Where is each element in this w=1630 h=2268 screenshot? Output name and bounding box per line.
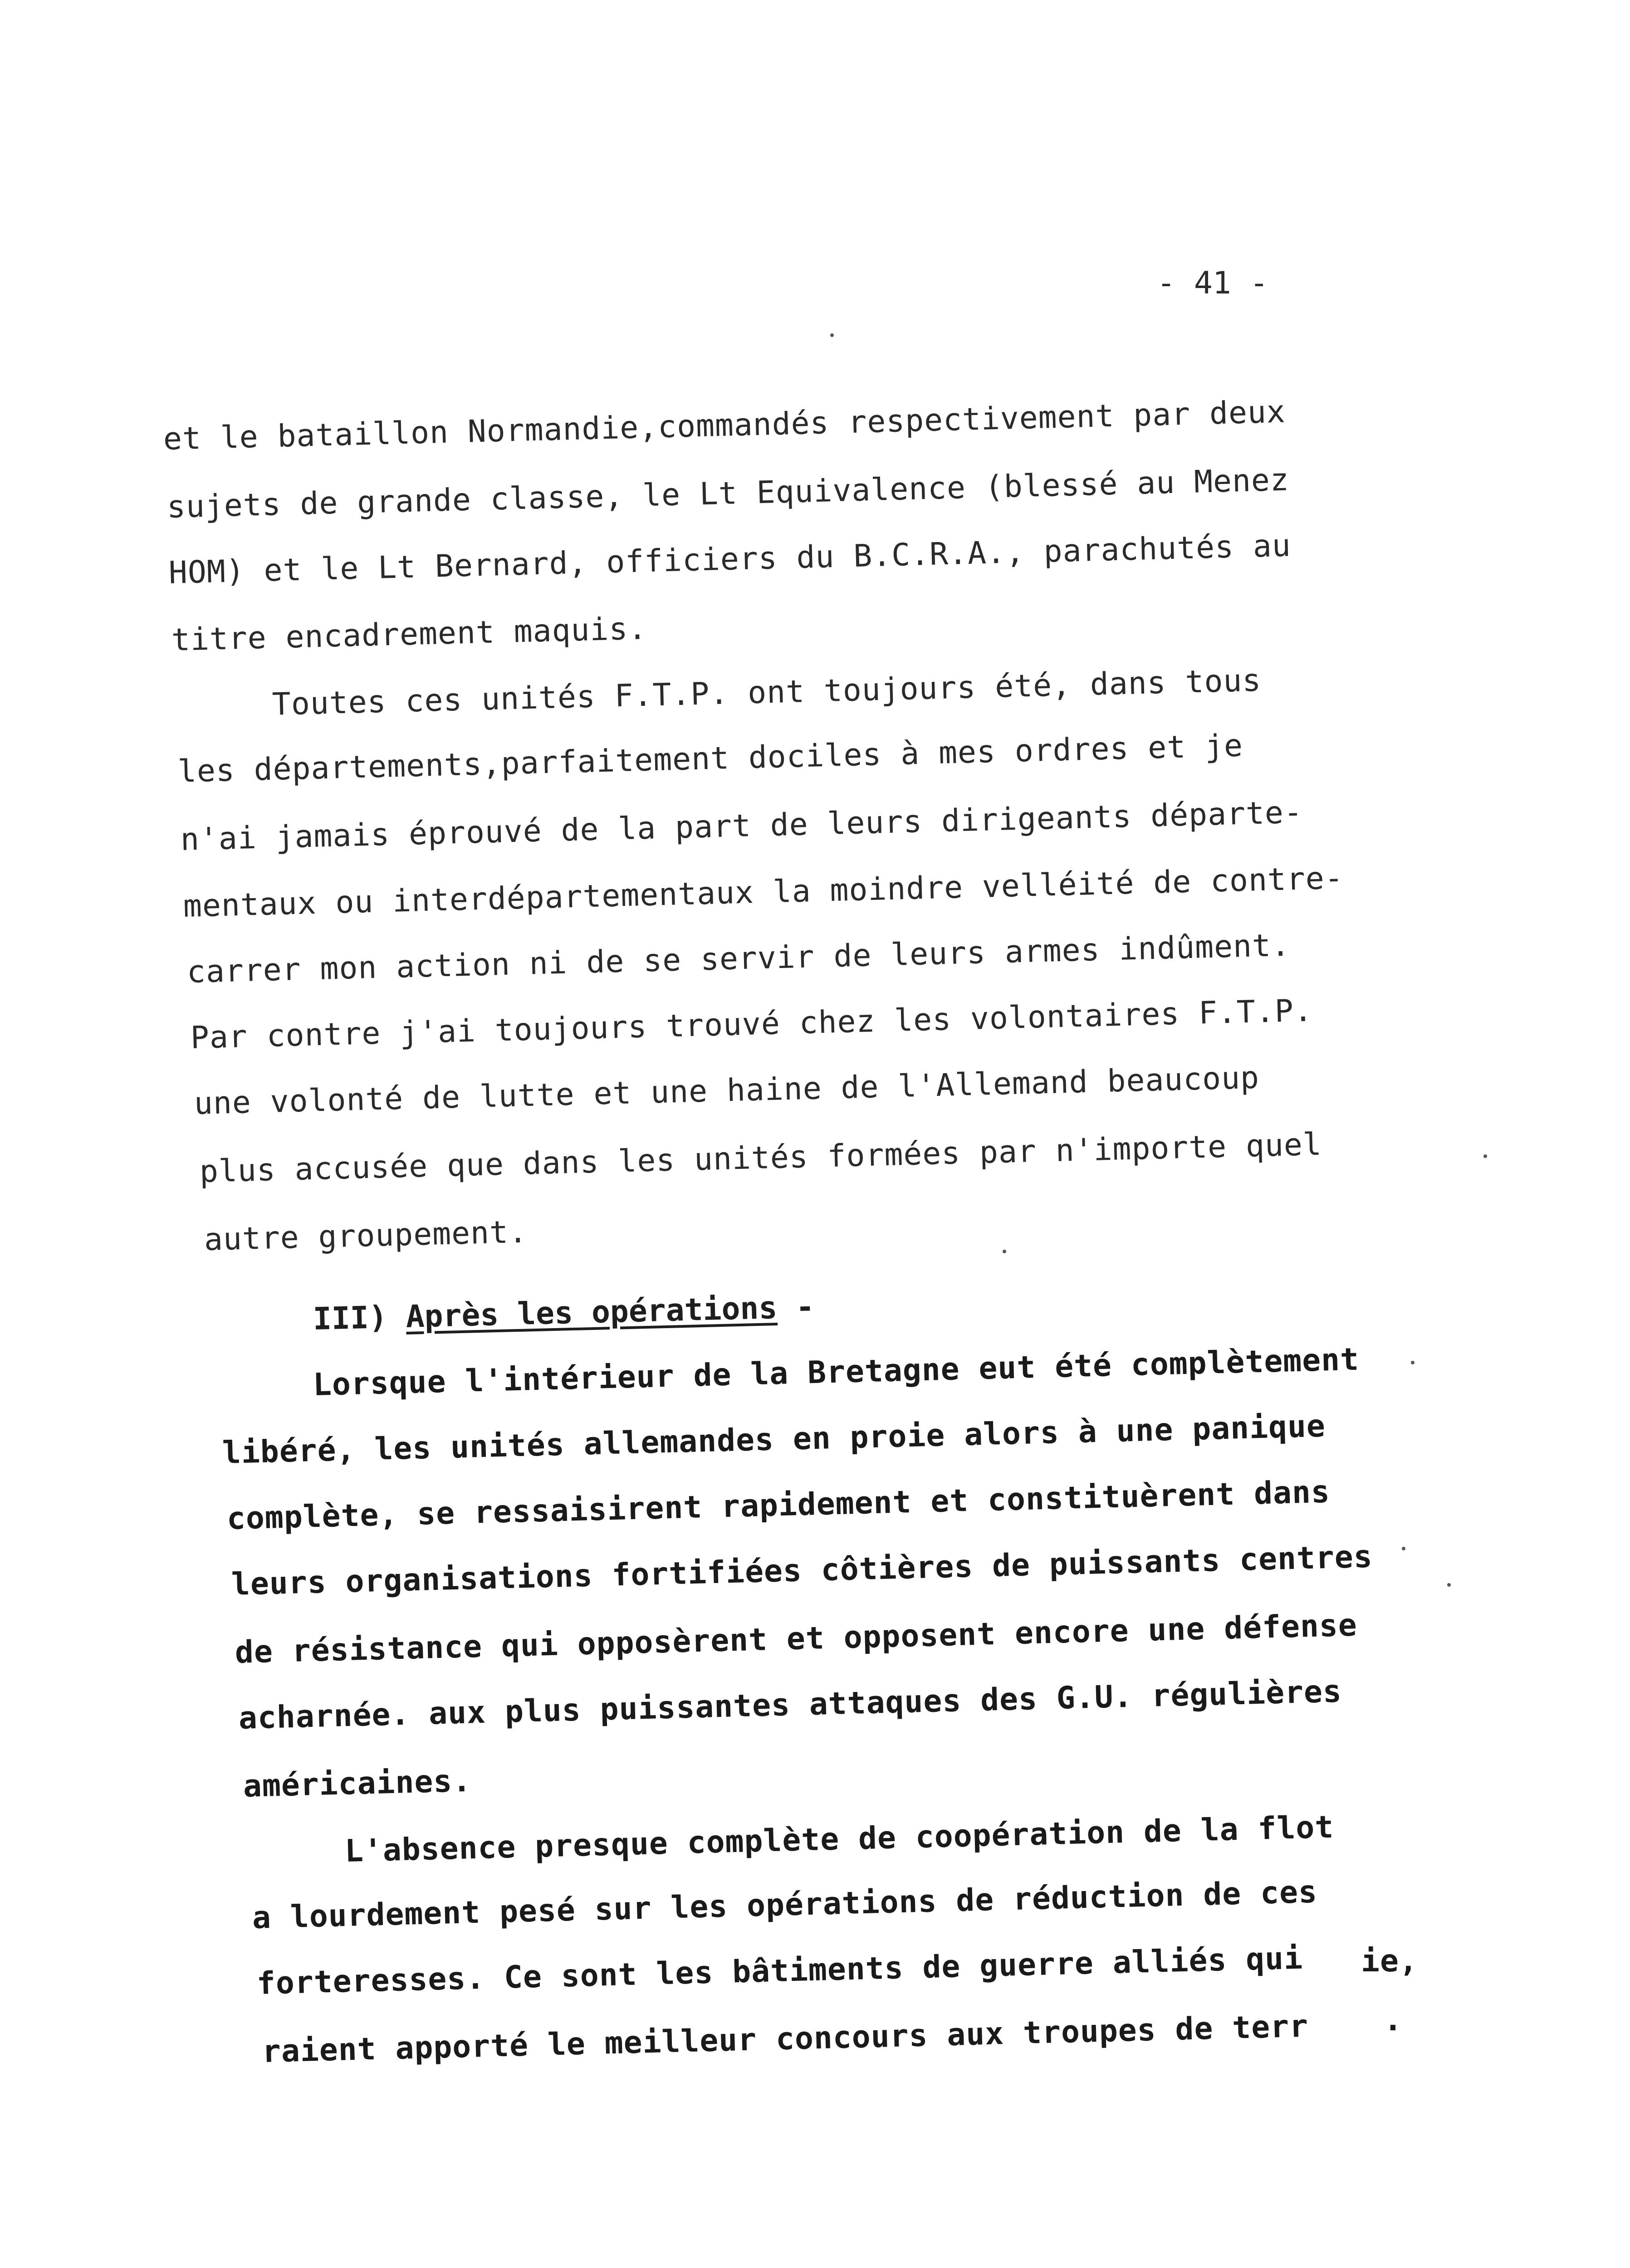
- section-heading: [313, 1289, 815, 1337]
- paragraph-4-line-1: L'absence presque complète de coopération de la flot: [344, 1809, 1335, 1869]
- paragraph-2-line-6: Par contre j'ai toujours trouvé chez les volontaires F.T.P.: [190, 992, 1313, 1056]
- paper-speck: [1483, 1154, 1487, 1158]
- page-number: - 41 -: [1157, 265, 1268, 301]
- paper-speck: [1003, 1250, 1006, 1253]
- paragraph-3-line-4: leurs organisations fortifiées côtières de puissants centres: [231, 1539, 1373, 1603]
- paragraph-2-line-1: Toutes ces unités F.T.P. ont toujours été, dans tous: [272, 662, 1262, 723]
- paper-speck: [830, 333, 834, 337]
- paragraph-3-line-5: de résistance qui opposèrent et opposent encore une défense: [235, 1607, 1358, 1671]
- paragraph-4-line-3: forteresses. Ce sont les bâtiments de guerre alliés qui: [256, 1940, 1303, 2002]
- paper-speck: [1411, 1361, 1415, 1364]
- section-title: Après les opérations: [405, 1290, 778, 1335]
- paragraph-2-line-8: plus accusée que dans les unités formées par n'importe quel: [199, 1126, 1322, 1190]
- paper-speck: [1447, 1583, 1451, 1587]
- paragraph-4-line-4: raient apporté le meilleur concours aux troupes de terr: [262, 2008, 1309, 2070]
- margin-fragment-1: ie,: [1361, 1943, 1418, 1979]
- paragraph-2-line-7: une volonté de lutte et une haine de l'Allemand beaucoup: [194, 1060, 1260, 1122]
- paragraph-1-line-1: et le bataillon Normandie,commandés respectivement par deux: [163, 394, 1286, 457]
- paragraph-3-line-2: libéré, les unités allemandes en proie alors à une panique: [222, 1408, 1326, 1471]
- paragraph-1-line-4: titre encadrement maquis.: [171, 611, 648, 658]
- paragraph-3-line-1: Lorsque l'intérieur de la Bretagne eut été complètement: [313, 1341, 1360, 1403]
- paragraph-3-line-7: américaines.: [243, 1763, 472, 1804]
- paragraph-1-line-2: sujets de grande classe, le Lt Equivalence (blessé au Menez: [166, 462, 1290, 525]
- paragraph-2-line-9: autre groupement.: [204, 1214, 528, 1258]
- paragraph-2-line-2: les départements,parfaitement dociles à mes ordres et je: [177, 728, 1243, 790]
- section-number: III): [313, 1300, 388, 1337]
- paragraph-2-line-5: carrer mon action ni de se servir de leurs armes indûment.: [186, 927, 1291, 990]
- paragraph-3-line-6: acharnée. aux plus puissantes attaques des G.U. régulières: [238, 1673, 1342, 1736]
- paper-speck: [1402, 1547, 1405, 1550]
- paragraph-1-line-3: HOM) et le Lt Bernard, officiers du B.C.R.A., parachutés au: [168, 528, 1292, 591]
- paragraph-2-line-4: mentaux ou interdépartementaux la moindre velléité de contre-: [183, 860, 1344, 924]
- paragraph-3-line-3: complète, se ressaisirent rapidement et constituèrent dans: [226, 1474, 1331, 1537]
- section-dash: -: [795, 1289, 815, 1325]
- paragraph-4-line-2: a lourdement pesé sur les opérations de réduction de ces: [252, 1874, 1318, 1936]
- margin-fragment-2: .: [1384, 2002, 1403, 2038]
- paragraph-2-line-3: n'ai jamais éprouvé de la part de leurs dirigeants départe-: [180, 794, 1303, 858]
